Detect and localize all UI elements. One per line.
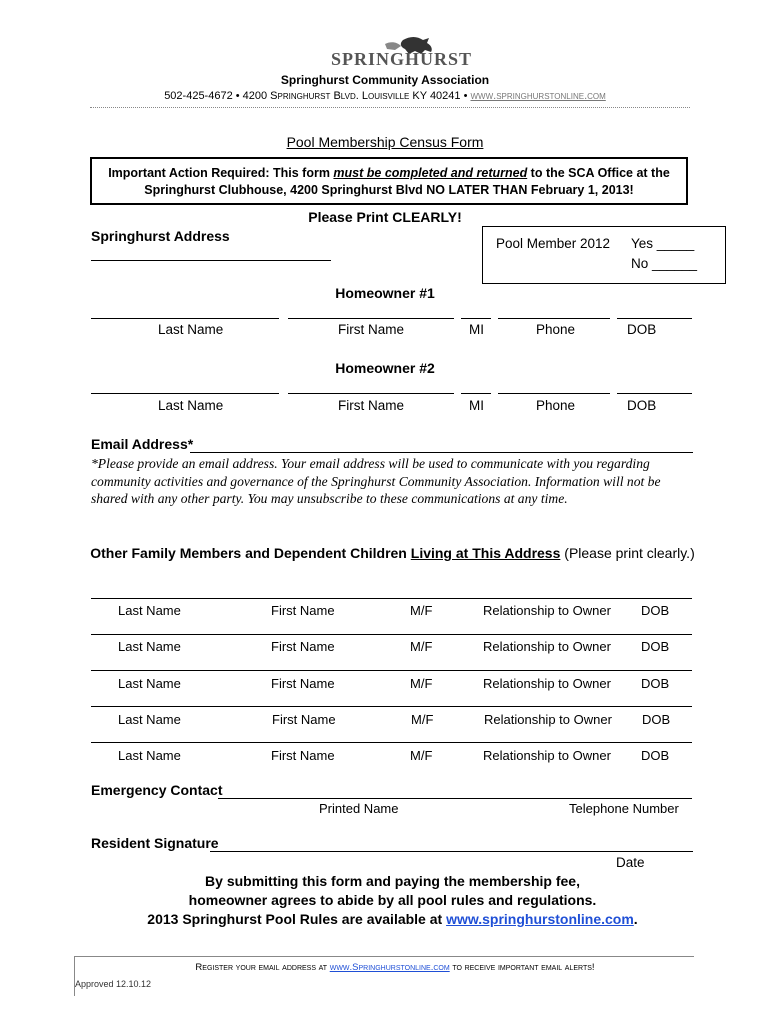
pool-member-label: Pool Member 2012 xyxy=(496,236,611,251)
family-row-4-line[interactable] xyxy=(91,706,692,707)
emergency-field[interactable] xyxy=(218,798,692,799)
ho1-last-field[interactable] xyxy=(91,318,279,319)
email-field[interactable] xyxy=(190,452,693,453)
ho2-last-label: Last Name xyxy=(158,398,224,413)
print-clearly: Please Print CLEARLY! xyxy=(308,209,462,225)
family-row-2-line[interactable] xyxy=(91,634,692,635)
notice-line-2: Springhurst Clubhouse, 4200 Springhurst Blvd NO LATER THAN February 1, 2013! xyxy=(144,183,634,197)
ho1-mi-field[interactable] xyxy=(461,318,491,319)
ho1-dob-label: DOB xyxy=(627,322,657,337)
notice-box xyxy=(90,157,688,205)
pool-member-no[interactable]: No ______ xyxy=(631,256,698,271)
ho1-first-label: First Name xyxy=(338,322,405,337)
notice-line-1: Important Action Required: This form must be completed and returned to the SCA Office at the xyxy=(108,166,670,180)
signature-date-label: Date xyxy=(616,855,645,870)
ho2-mi-field[interactable] xyxy=(461,393,491,394)
ho1-phone-label: Phone xyxy=(536,322,576,337)
association-name: Springhurst Community Association xyxy=(280,73,490,87)
family-row-5-line[interactable] xyxy=(91,742,692,743)
emergency-printed-name: Printed Name xyxy=(319,801,399,816)
ho1-phone-field[interactable] xyxy=(498,318,610,319)
homeowner-1-heading: Homeowner #1 xyxy=(335,285,435,301)
signature-label: Resident Signature xyxy=(91,835,219,851)
address-label: Springhurst Address xyxy=(91,228,230,244)
footer-rule xyxy=(74,956,694,957)
ho2-dob-field[interactable] xyxy=(617,393,692,394)
notice-emphasis: must be completed and returned xyxy=(333,166,528,180)
emergency-label: Emergency Contact xyxy=(91,782,223,798)
pool-member-box xyxy=(482,226,726,284)
pool-member-yes[interactable]: Yes _____ xyxy=(631,236,695,251)
contact-address: 502-425-4672 • 4200 Springhurst Blvd. Louisville KY 40241 • xyxy=(164,90,471,102)
family-heading: Other Family Members and Dependent Children Living at This Address (Please print clearly.) xyxy=(90,545,695,561)
ho2-last-field[interactable] xyxy=(91,393,279,394)
footer-website-link[interactable]: www.Springhurstonline.com xyxy=(329,962,450,973)
ho1-dob-field[interactable] xyxy=(617,318,692,319)
contact-line xyxy=(0,90,770,102)
springhurst-logo xyxy=(325,34,473,74)
footer-register: Register your email address at www.Springhurstonline.com to receive important email alerts! xyxy=(195,962,595,973)
emergency-telephone: Telephone Number xyxy=(569,801,679,816)
pool-rules-link[interactable]: www.springhurstonline.com xyxy=(446,911,634,927)
ho1-first-field[interactable] xyxy=(288,318,454,319)
ho1-last-label: Last Name xyxy=(158,322,224,337)
family-row-3-line[interactable] xyxy=(91,670,692,671)
ho2-phone-field[interactable] xyxy=(498,393,610,394)
website-link[interactable]: www.springhurstonline.com xyxy=(470,90,606,102)
email-label: Email Address* xyxy=(91,436,194,452)
address-field[interactable] xyxy=(91,260,331,261)
agreement-line-3: 2013 Springhurst Pool Rules are available at www.springhurstonline.com. xyxy=(147,911,638,927)
approved-date: Approved 12.10.12 xyxy=(75,979,152,989)
email-note: *Please provide an email address. Your email address will be used to communicate with you regarding community activities and governance of the Springhurst Community Association. Information will not be shared with any other party. You may unsubscribe to these communications at any time. xyxy=(91,456,661,507)
signature-field[interactable] xyxy=(210,851,693,852)
form-title: Pool Membership Census Form xyxy=(286,134,484,150)
ho1-mi-label: MI xyxy=(469,322,484,337)
homeowner-2-heading: Homeowner #2 xyxy=(335,360,435,376)
ho2-first-field[interactable] xyxy=(288,393,454,394)
ho2-mi-label: MI xyxy=(469,398,484,413)
header-rule xyxy=(90,107,690,108)
agreement-line-1: By submitting this form and paying the membership fee, xyxy=(205,873,580,889)
ho2-first-label: First Name xyxy=(338,398,405,413)
ho2-dob-label: DOB xyxy=(627,398,657,413)
agreement-line-2: homeowner agrees to abide by all pool rules and regulations. xyxy=(188,892,597,908)
ho2-phone-label: Phone xyxy=(536,398,576,413)
family-row-1-line[interactable] xyxy=(91,598,692,599)
logo-wordmark: SPRINGHURST xyxy=(331,49,473,69)
